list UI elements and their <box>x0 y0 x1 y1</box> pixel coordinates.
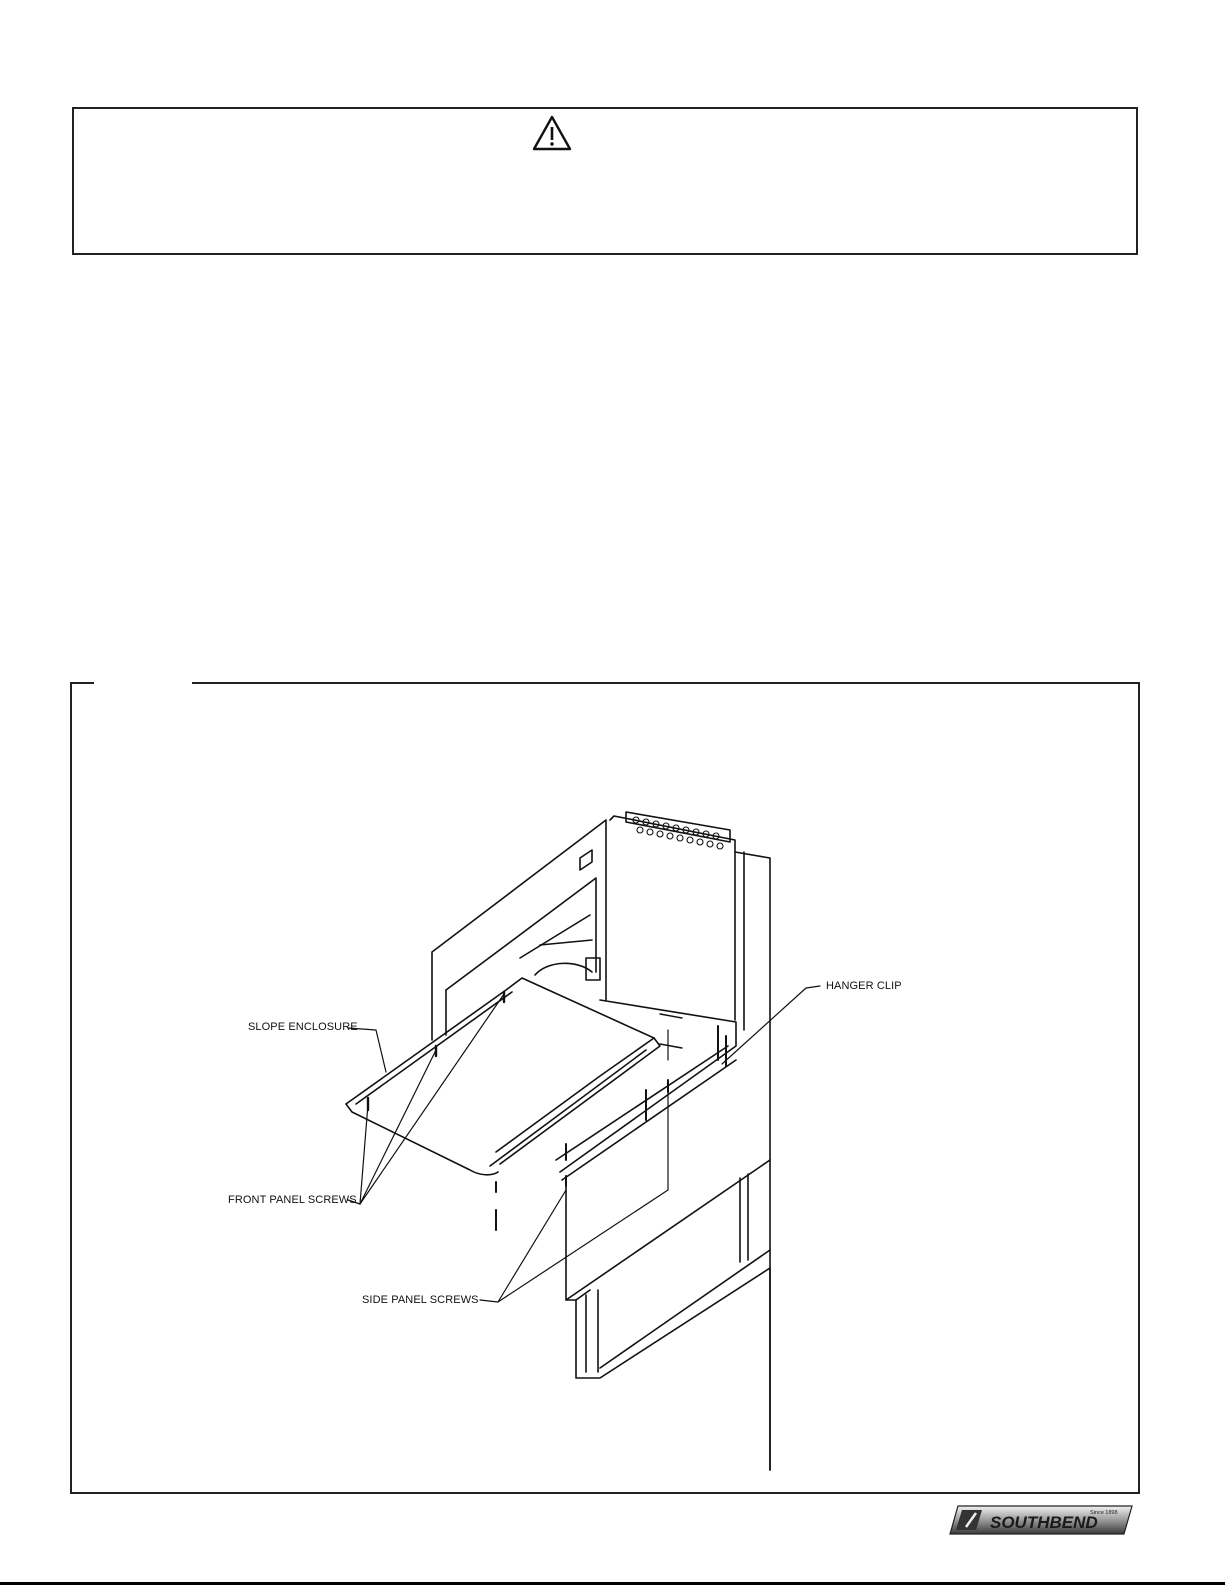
warning-box <box>72 107 1138 255</box>
southbend-logo <box>948 1505 1134 1535</box>
callout-front-panel-screws: FRONT PANEL SCREWS <box>228 1194 357 1206</box>
logo-since-text: Since 1898 <box>1090 1510 1118 1516</box>
figure-title-gap <box>94 681 192 685</box>
logo-brand-text: SOUTHBEND <box>990 1513 1098 1532</box>
callout-hanger-clip: HANGER CLIP <box>826 980 902 992</box>
callout-side-panel-screws: SIDE PANEL SCREWS <box>362 1294 479 1306</box>
figure-frame <box>70 682 1140 1494</box>
warning-triangle-icon <box>532 115 572 151</box>
callout-slope-enclosure: SLOPE ENCLOSURE <box>248 1021 358 1033</box>
